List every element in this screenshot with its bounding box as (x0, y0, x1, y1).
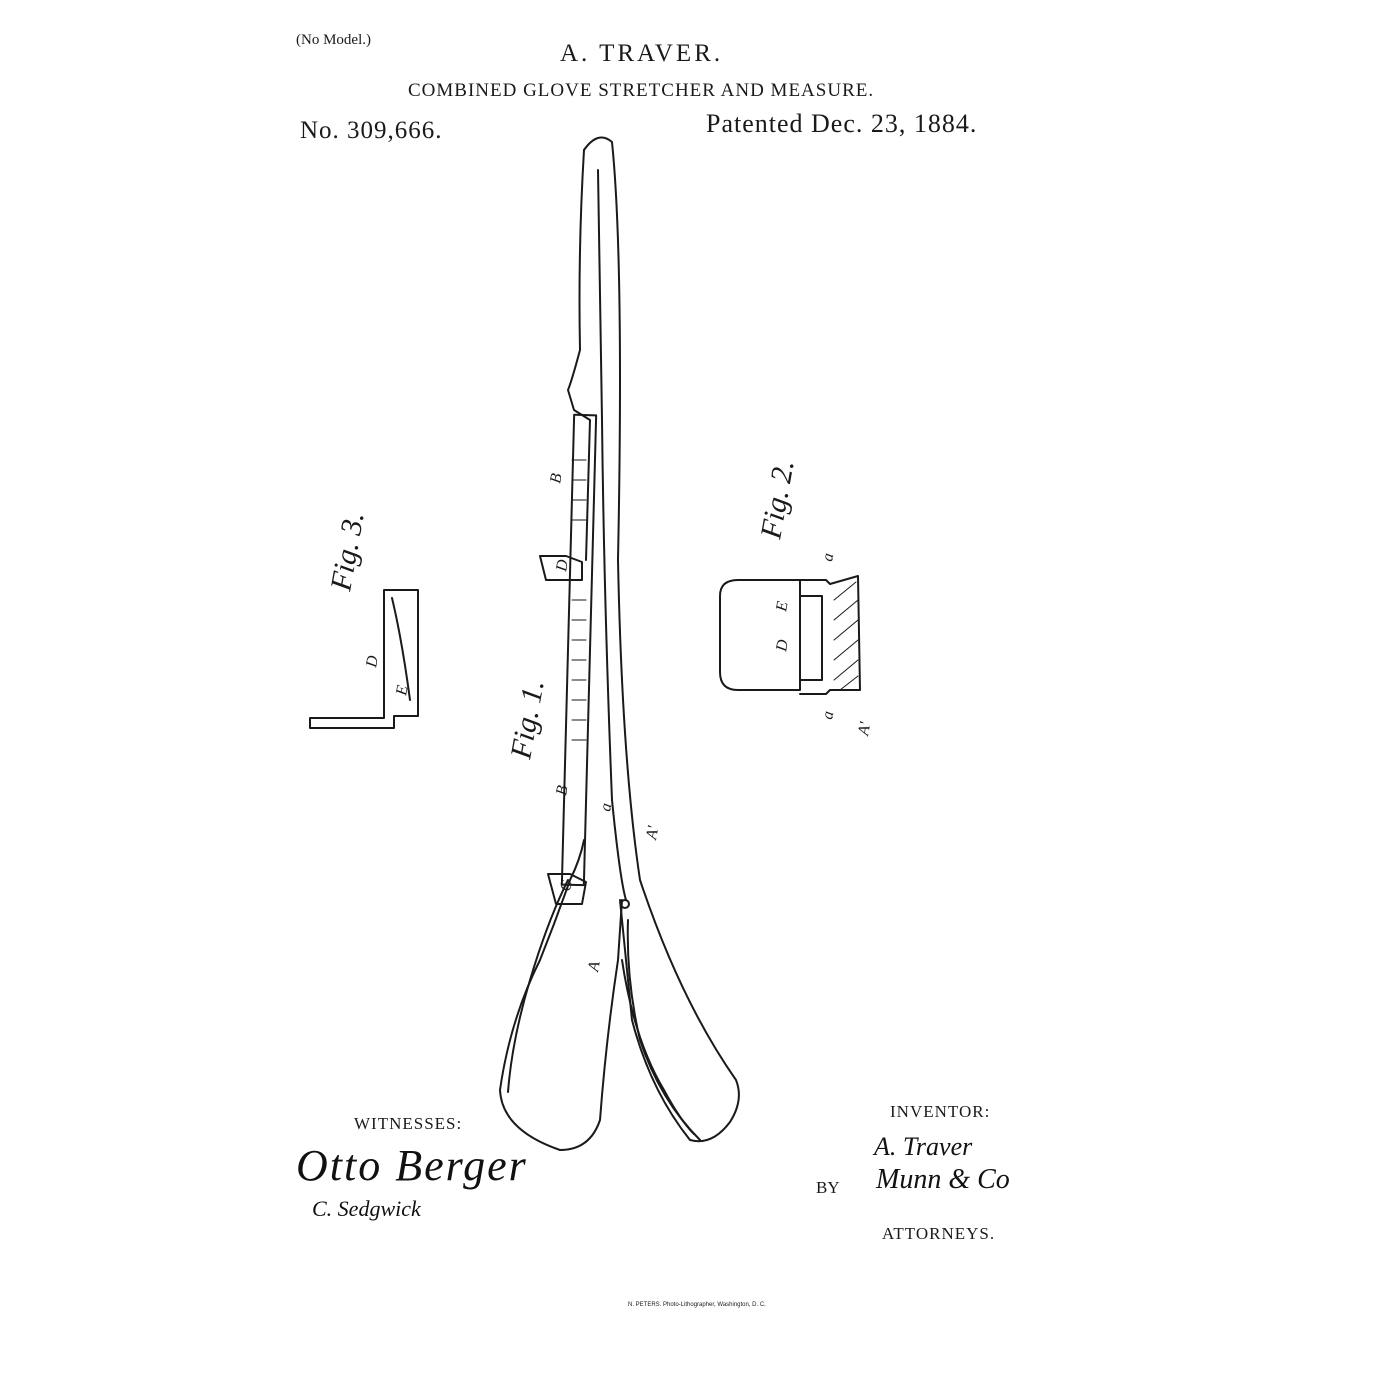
fig3-label-d: D (363, 654, 382, 669)
inventor-name: A. TRAVER. (560, 40, 724, 67)
fig3-label: Fig. 3. (324, 509, 371, 594)
fig3-label-e: E (393, 684, 412, 697)
fig1-label-a: A (585, 960, 604, 973)
fig1-stretcher-drawing (500, 138, 739, 1151)
fig2-cross-section-drawing (720, 576, 860, 694)
witness-2-signature: C. Sedgwick (312, 1196, 421, 1221)
attorneys-label: ATTORNEYS. (882, 1224, 996, 1243)
fig2-label-e: E (773, 600, 792, 613)
patent-date: Patented Dec. 23, 1884. (706, 109, 978, 138)
fig1-label: Fig. 1. (504, 677, 551, 762)
by-label: BY (816, 1178, 840, 1197)
witness-1-signature: Otto Berger (296, 1141, 528, 1190)
witnesses-label: WITNESSES: (354, 1114, 463, 1133)
patent-title: COMBINED GLOVE STRETCHER AND MEASURE. (408, 80, 875, 101)
fig2-label-a-prime: A' (855, 720, 875, 737)
fig1-label-d: D (553, 558, 572, 573)
fig2-label: Fig. 2. (754, 457, 801, 542)
fig1-label-a-lower: a (597, 801, 616, 813)
inventor-signature: A. Traver (874, 1132, 973, 1161)
attorney-signature: Munn & Co (876, 1164, 1010, 1195)
inventor-label: INVENTOR: (890, 1102, 991, 1121)
patent-number: No. 309,666. (300, 117, 443, 144)
fig1-label-a-prime: A' (643, 824, 663, 841)
fig2-label-a-upper: a (819, 551, 838, 563)
fig2-label-d: D (773, 638, 792, 653)
fig2-label-a-lower: a (819, 709, 838, 721)
fig1-label-c: C (557, 879, 576, 893)
printer-credit: N. PETERS. Photo-Lithographer, Washington, D. C. (628, 1302, 766, 1308)
no-model-note: (No Model.) (296, 32, 371, 48)
fig1-label-b-lower: B (553, 784, 572, 797)
fig1-label-b-upper: B (547, 472, 566, 485)
